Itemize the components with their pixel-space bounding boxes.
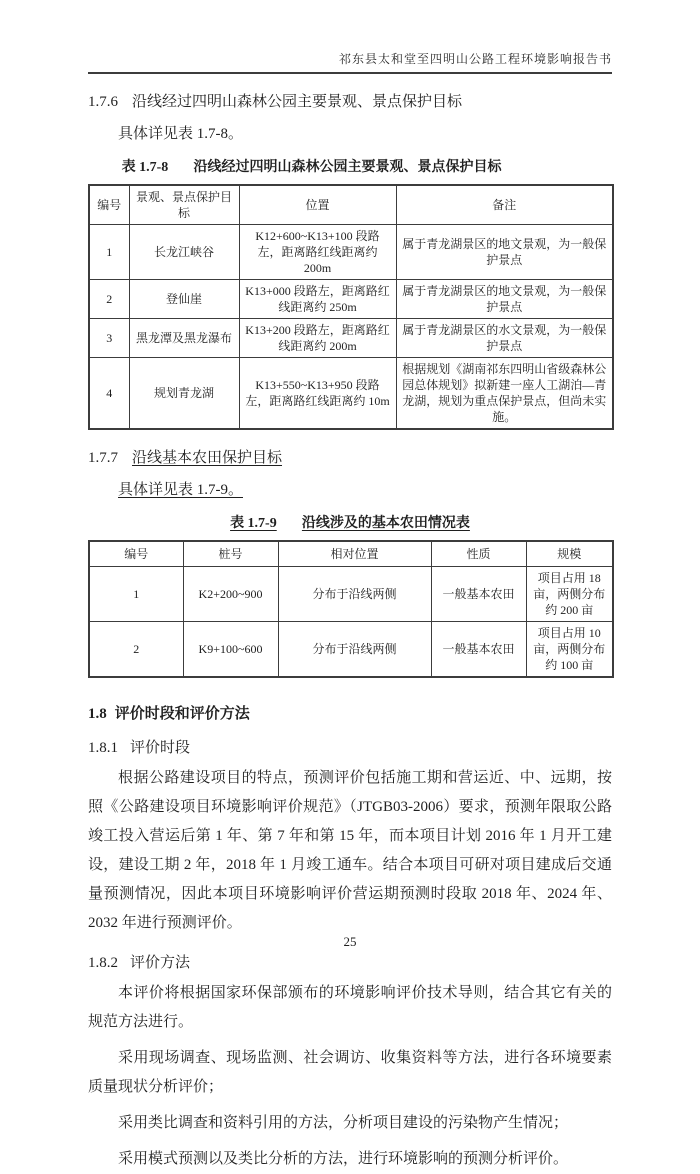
table-row [89, 567, 613, 622]
table-cell: 属于青龙湖景区的地文景观，为一般保护景点 [396, 225, 613, 280]
col-header: 规模 [526, 541, 613, 567]
table-cell: 一般基本农田 [431, 622, 526, 678]
table-cell: K13+550~K13+950 段路左，距离路红线距离约 10m [239, 358, 396, 430]
section-heading-1-8-1 [88, 736, 612, 757]
page-number: 25 [343, 934, 357, 949]
table-cell: 黑龙潭及黑龙瀑布 [129, 319, 239, 358]
table-cell: 项目占用 18 亩，两侧分布约 200 亩 [526, 567, 613, 622]
table-row [89, 319, 613, 358]
table-row [89, 225, 613, 280]
table-caption-label: 表 1.7-9 [230, 516, 277, 531]
table-row [89, 622, 613, 678]
table-1-7-8 [88, 184, 614, 430]
paragraph: 本评价将根据国家环保部颁布的环境影响评价技术导则，结合其它有关的规范方法进行。 [88, 985, 612, 1030]
section-number: 1.8.1 [88, 740, 118, 756]
table-cell: K2+200~900 [183, 567, 278, 622]
section-heading-1-7-6 [88, 90, 612, 111]
table-cell: 一般基本农田 [431, 567, 526, 622]
table-1-7-9 [88, 540, 614, 678]
table-cell: 项目占用 10 亩，两侧分布约 100 亩 [526, 622, 613, 678]
table-cell: 属于青龙湖景区的水文景观，为一般保护景点 [396, 319, 613, 358]
table-cell: 规划青龙湖 [129, 358, 239, 430]
table-cell: 长龙江峡谷 [129, 225, 239, 280]
table-caption-title: 沿线涉及的基本农田情况表 [301, 516, 470, 531]
table-cell: 4 [89, 358, 129, 430]
section-intro-1-7-7 [88, 478, 612, 499]
col-header: 相对位置 [278, 541, 431, 567]
table-cell: 属于青龙湖景区的地文景观，为一般保护景点 [396, 280, 613, 319]
col-header: 位置 [239, 185, 396, 225]
col-header: 桩号 [183, 541, 278, 567]
table-caption-1-7-9 [88, 512, 612, 532]
section-number: 1.8.2 [88, 955, 118, 971]
section-title: 沿线经过四明山森林公园主要景观、景点保护目标 [132, 94, 463, 110]
section-intro-1-7-6: 具体详见表 1.7-8。 [118, 126, 243, 142]
table-caption-label: 表 1.7-8 [121, 160, 169, 175]
paragraph: 采用类比调查和资料引用的方法，分析项目建设的污染物产生情况； [118, 1115, 569, 1131]
section-number: 1.8 [88, 706, 107, 722]
table-caption-title: 沿线经过四明山森林公园主要景观、景点保护目标 [193, 160, 502, 175]
table-row [89, 358, 613, 430]
table-row [89, 280, 613, 319]
section-heading-1-8-2 [88, 951, 612, 972]
report-title: 祁东县太和堂至四明山公路工程环境影响报告书 [338, 52, 612, 66]
section-title: 评价时段和评价方法 [114, 706, 250, 722]
section-title: 沿线基本农田保护目标 [132, 450, 283, 466]
table-cell: 2 [89, 622, 183, 678]
col-header: 景观、景点保护目标 [129, 185, 239, 225]
table-caption-1-7-8 [122, 156, 612, 176]
table-cell: K12+600~K13+100 段路左，距离路红线距离约 200m [239, 225, 396, 280]
section-heading-1-8 [88, 702, 612, 723]
col-header: 备注 [396, 185, 613, 225]
section-heading-1-7-7 [88, 446, 612, 467]
table-cell: 2 [89, 280, 129, 319]
col-header: 编号 [89, 541, 183, 567]
table-cell: 根据规划《湖南祁东四明山省级森林公园总体规划》拟新建一座人工湖泊—青龙湖，规划为重点保护景点，但尚未实施。 [396, 358, 613, 430]
table-header-row [89, 541, 613, 567]
section-intro-text: 具体详见表 1.7-9。 [118, 482, 243, 498]
col-header: 编号 [89, 185, 129, 225]
col-header: 性质 [431, 541, 526, 567]
table-cell: 分布于沿线两侧 [278, 567, 431, 622]
table-cell: 分布于沿线两侧 [278, 622, 431, 678]
table-cell: 登仙崖 [129, 280, 239, 319]
page-header [88, 50, 612, 74]
paragraph: 采用模式预测以及类比分析的方法，进行环境影响的预测分析评价。 [118, 1151, 569, 1167]
table-cell: K13+200 段路左，距离路红线距离约 200m [239, 319, 396, 358]
table-cell: K9+100~600 [183, 622, 278, 678]
paragraph: 采用现场调查、现场监测、社会调访、收集资料等方法，进行各环境要素质量现状分析评价； [88, 1050, 612, 1095]
table-cell: 3 [89, 319, 129, 358]
section-number: 1.7.6 [88, 94, 118, 110]
table-cell: 1 [89, 225, 129, 280]
section-number: 1.7.7 [88, 450, 118, 466]
table-cell: 1 [89, 567, 183, 622]
section-title: 评价时段 [130, 740, 191, 756]
paragraph: 根据公路建设项目的特点，预测评价包括施工期和营运近、中、远期，按照《公路建设项目环境影响评价规范》（JTGB03-2006）要求，预测年限取公路竣工投入营运后第 1 年、第 7 年和第 15 年，而本项目计划 2016 年 1 月开工建设，建设工期 2 年，2018 年 1 月竣工通车。结合本项目可研对项目建成后交通量预测情况，因此本项目环境影响评价营运期预测时段取 2018 年、2024 年、2032 年进行预测评价。 [88, 770, 612, 931]
table-cell: K13+000 段路左，距离路红线距离约 250m [239, 280, 396, 319]
section-title: 评价方法 [130, 955, 191, 971]
table-header-row [89, 185, 613, 225]
